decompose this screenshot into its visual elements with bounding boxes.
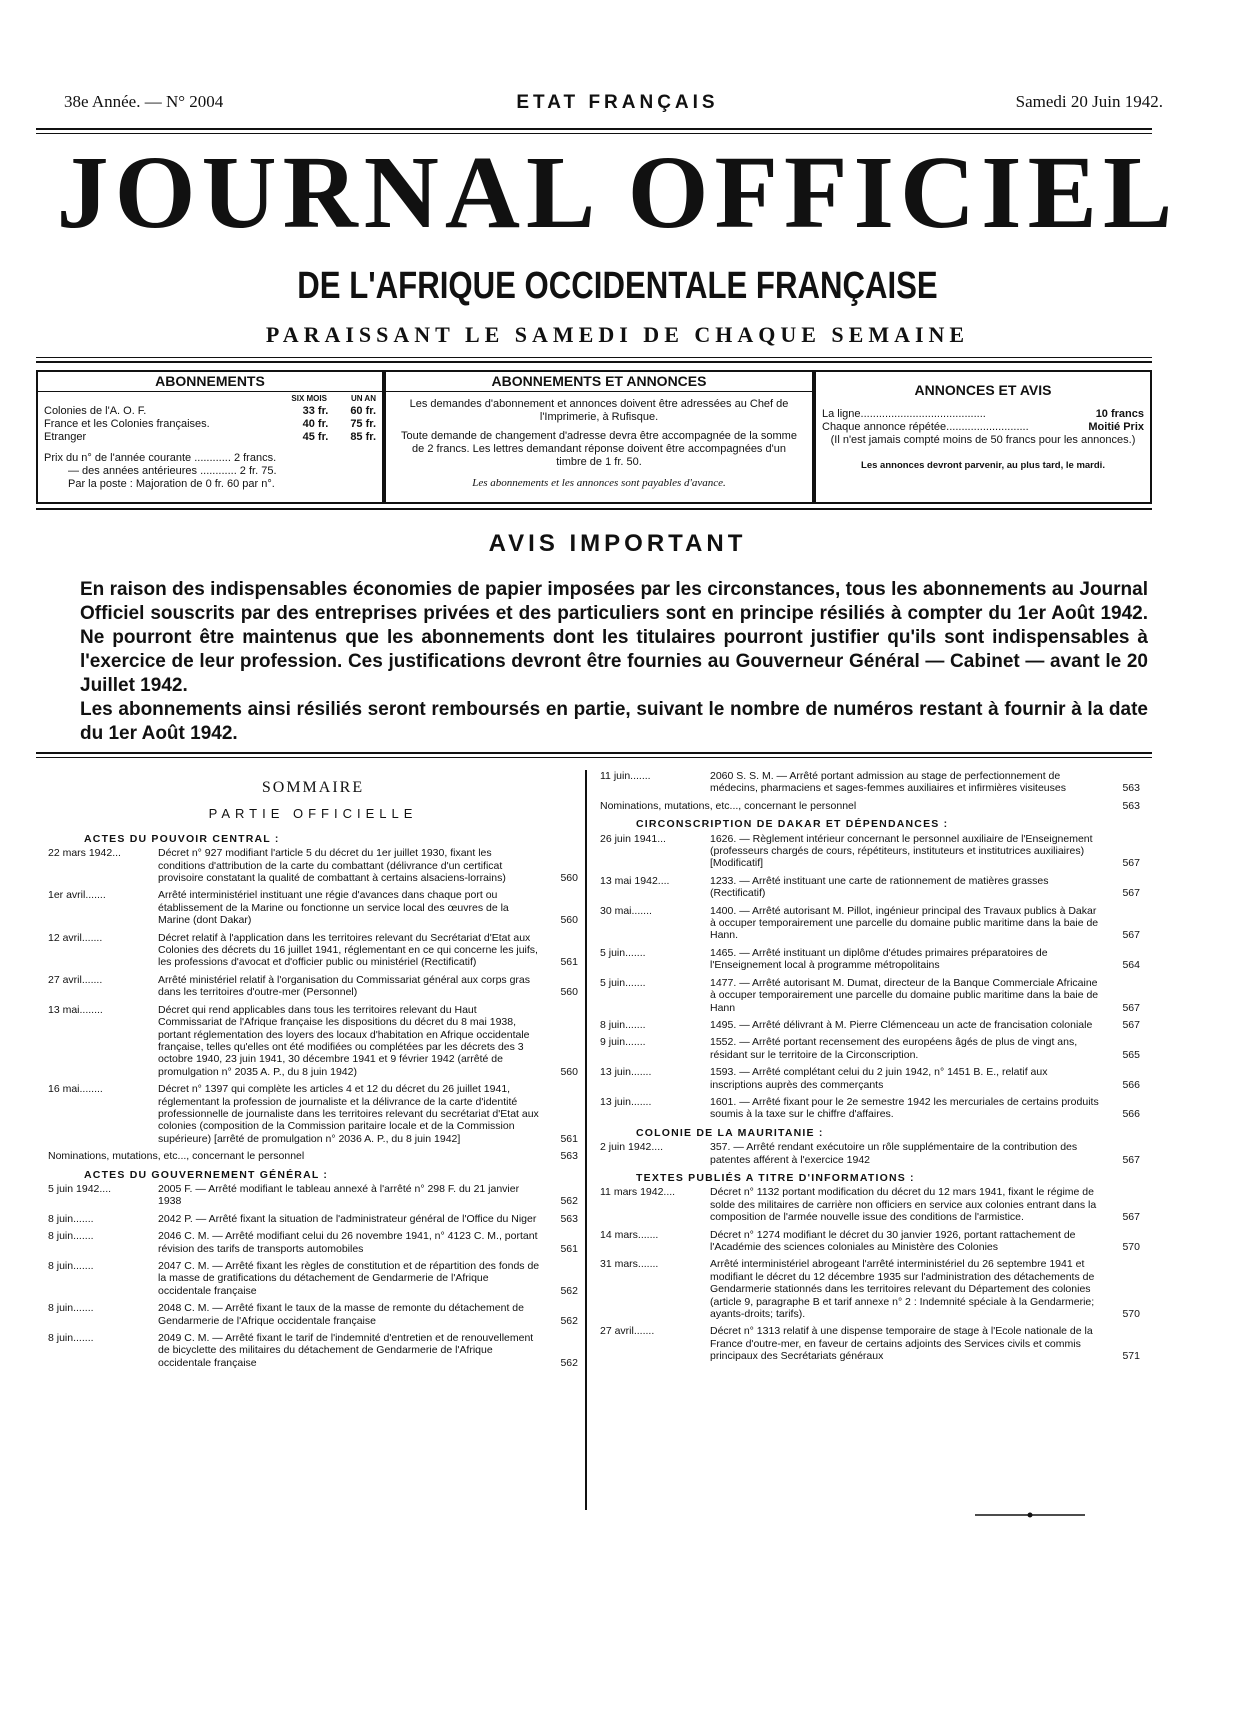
- left-sections: [48, 833, 578, 1369]
- top-rule: [36, 128, 1152, 130]
- entry-text: Décret n° 1313 relatif à une dispense temporaire de stage à l'Ecole nationale de la France d'outre-mer, en faveur de certains adjoints des Services civils et commis principaux des Secrétariats généraux: [710, 1325, 1093, 1363]
- entry-text: 2042 P. — Arrêté fixant la situation de l'administrateur général de l'Office du Niger: [158, 1212, 537, 1225]
- issue-date: Samedi 20 Juin 1942.: [1015, 92, 1163, 111]
- partie-title: PARTIE OFFICIELLE: [208, 806, 418, 822]
- entry-date: 13 juin.......: [600, 1095, 652, 1108]
- abonnement-row: France et les Colonies françaises. 40 fr. 75 fr.: [44, 418, 376, 430]
- annonces-avis-box: [814, 370, 1152, 504]
- abonnements-box: [36, 370, 384, 504]
- tagline-rule-thin: [36, 357, 1152, 358]
- entry-text: Décret n° 927 modifiant l'article 5 du décret du 1er juillet 1930, fixant les conditions d'attribution de la carte du combattant (délivrance d'un certificat provisoire constatant la qualité de combattant à certains alsaciens-lorrains): [158, 847, 506, 885]
- right-top: [600, 770, 1140, 812]
- entry-page: 560: [560, 1065, 578, 1078]
- entry-date: 14 mars.......: [600, 1228, 659, 1241]
- entry-text: 1400. — Arrêté autorisant M. Pillot, ingénieur principal des Travaux publics à Dakar à occuper temporairement une parcelle du domaine public maritime dans la baie de Hann.: [710, 904, 1099, 942]
- entry-page: 562: [560, 1284, 578, 1297]
- entry-date: 16 mai........: [48, 1083, 103, 1096]
- column-divider: [585, 770, 587, 1510]
- entry-page: 567: [1122, 1211, 1140, 1224]
- entry-date: 8 juin.......: [48, 1230, 94, 1243]
- entry-page: 566: [1122, 1108, 1140, 1121]
- plain-page: 563: [1122, 799, 1140, 812]
- entry-text: 1477. — Arrêté autorisant M. Dumat, directeur de la Banque Commerciale Africaine à occuper temporairement une parcelle du domaine public maritime dans la baie de Hann: [710, 976, 1099, 1014]
- entry-page: 563: [560, 1212, 578, 1225]
- entry-text: 2005 F. — Arrêté modifiant le tableau annexé à l'arrêté n° 298 F. du 21 janvier 1938: [158, 1182, 520, 1208]
- entry-date: 13 juin.......: [600, 1066, 652, 1079]
- sommaire-left-column: [48, 770, 578, 1374]
- entry-page: 570: [1122, 1308, 1140, 1321]
- entry-text: 1626. — Règlement intérieur concernant le personnel auxiliaire de l'Enseignement (professeurs chargés de cours, répétiteurs, instituteurs et institutrices auxiliaires) [Modificatif]: [710, 832, 1093, 870]
- entry-page: 571: [1122, 1350, 1140, 1363]
- sommaire-entry: [48, 1183, 578, 1208]
- plain-page: 563: [560, 1150, 578, 1163]
- entry-date: 11 juin.......: [600, 770, 651, 782]
- entry-page: 564: [1122, 959, 1140, 972]
- entry-page: 560: [560, 986, 578, 999]
- entry-page: 567: [1122, 929, 1140, 942]
- sommaire-entry: [48, 847, 578, 884]
- entry-date: 8 juin.......: [48, 1332, 94, 1345]
- section-heading: CIRCONSCRIPTION DE DAKAR ET DÉPENDANCES :: [636, 818, 949, 831]
- entry-date: 8 juin.......: [48, 1212, 94, 1225]
- entry-date: 31 mars.......: [600, 1258, 659, 1271]
- avis-rule-thin: [36, 757, 1152, 758]
- sommaire-entry: [600, 1229, 1140, 1254]
- prix-anterieures: — des années antérieures ............ 2 fr. 75.: [68, 465, 277, 477]
- entry-text: 2047 C. M. — Arrêté fixant les règles de constitution et de répartition des fonds de la masse de gratifications du détachement de Gendarmerie de l'Afrique occidentale française: [158, 1260, 540, 1297]
- entry-date: 11 mars 1942....: [600, 1186, 676, 1199]
- avis-paragraph-1: En raison des indispensables économies de papier imposées par les circonstances, tous les abonnements au Journal Officiel souscrits par des entreprises privées et des particuliers sont en principe résiliés à compter du 1er Août 1942. Ne pourront être maintenus que les abonnements dont les titulaires pourront justifier qu'ils sont indispensables à l'exercice de leur profession. Ces justifications devront être fournies au Gouverneur Général — Cabinet — avant le 20 Juillet 1942.: [80, 579, 1148, 696]
- sommaire-entry: [600, 905, 1140, 942]
- abonnement-row: Etranger 45 fr. 85 fr.: [44, 431, 376, 443]
- end-ornament: [975, 1512, 1085, 1518]
- sommaire-title: SOMMAIRE: [261, 779, 365, 796]
- entry-date: 8 juin.......: [600, 1018, 646, 1031]
- entry-text: 1593. — Arrêté complétant celui du 2 juin 1942, n° 1451 B. E., relatif aux inscriptions auprès des commerçants: [710, 1066, 1048, 1091]
- aa-paragraph-3: Les abonnements et les annonces sont payables d'avance.: [472, 477, 726, 489]
- entry-page: 567: [1122, 1018, 1140, 1031]
- sommaire-entry: [48, 1083, 578, 1145]
- sommaire-entry: [48, 1260, 578, 1297]
- abonnements-heading: ABONNEMENTS: [38, 372, 382, 392]
- entry-date: 9 juin.......: [600, 1036, 646, 1049]
- annonce-repetee: Chaque annonce répétée........................... Moitié Prix: [822, 421, 1144, 433]
- annonce-note: (Il n'est jamais compté moins de 50 francs pour les annonces.): [830, 434, 1136, 446]
- annonce-delai: Les annonces devront parvenir, au plus tard, le mardi.: [861, 460, 1105, 471]
- sommaire-entry: [48, 932, 578, 969]
- entry-page: 560: [560, 914, 578, 927]
- entry-page: 567: [1122, 1001, 1140, 1014]
- entry-text: Décret n° 1397 qui complète les articles 4 et 12 du décret du 26 juillet 1941, réglementant la profession de journaliste et la délivrance de la carte d'identité professionnelle de journaliste dans les territoires relevant du secrétariat d'Etat aux colonies (composition de la Commission paritaire locale et de la Commission supérieure) [arrêté de promulgation n° 2036 A. P., du 8 juin 1942]: [158, 1083, 539, 1145]
- entry-text: 2046 C. M. — Arrêté modifiant celui du 26 novembre 1941, n° 4123 C. M., portant révision des tarifs de transports automobiles: [158, 1230, 538, 1255]
- sommaire-entry: [48, 1004, 578, 1078]
- entry-date: 5 juin 1942....: [48, 1182, 112, 1195]
- entry-page: 563: [1122, 782, 1140, 795]
- entry-date: 5 juin.......: [600, 946, 646, 959]
- entry-page: 560: [560, 872, 578, 885]
- sommaire-plain-entry: [600, 800, 1140, 812]
- sommaire-entry: [600, 1019, 1140, 1031]
- right-sections: [600, 818, 1140, 1362]
- journal-subtitle: DE L'AFRIQUE OCCIDENTALE FRANÇAISE: [297, 265, 938, 307]
- entry-page: 561: [560, 956, 578, 969]
- entry-text: Arrêté interministériel instituant une régie d'avances dans chaque port ou établissement de la Marine ou fonctionne un service local des œuvres de la Marine (dont Dakar): [158, 889, 509, 927]
- sommaire-entry: [600, 977, 1140, 1014]
- sommaire-entry: [600, 1325, 1140, 1362]
- sommaire-entry: [48, 1230, 578, 1255]
- sommaire-entry: [48, 1213, 578, 1225]
- entry-date: 2 juin 1942....: [600, 1141, 664, 1154]
- entry-text: 1465. — Arrêté instituant un diplôme d'études primaires préparatoires de l'Enseignement local à programme métropolitains: [710, 946, 1048, 972]
- entry-page: 562: [560, 1356, 578, 1369]
- section-heading: COLONIE DE LA MAURITANIE :: [636, 1126, 824, 1139]
- entry-page: 562: [560, 1195, 578, 1208]
- sommaire-entry: [48, 889, 578, 926]
- sommaire-entry: [600, 1141, 1140, 1166]
- entry-page: 562: [560, 1314, 578, 1327]
- entry-text: 2060 S. S. M. — Arrêté portant admission au stage de perfectionnement de médecins, pharmaciens et sages-femmes auxiliaires et infirmières visiteuses: [710, 770, 1066, 795]
- entry-date: 12 avril.......: [48, 931, 103, 944]
- entry-text: 1233. — Arrêté instituant une carte de rationnement de matières grasses (Rectificatif): [710, 874, 1049, 900]
- entry-date: 8 juin.......: [48, 1260, 94, 1272]
- avis-paragraph-2: Les abonnements ainsi résiliés seront remboursés en partie, suivant le nombre de numéros restant à fournir à la date du 1er Août 1942.: [80, 699, 1148, 744]
- entry-text: 357. — Arrêté rendant exécutoire un rôle supplémentaire de la contribution des patentes afférent à l'exercice 1942: [710, 1141, 1078, 1166]
- entry-text: Décret qui rend applicables dans tous les territoires relevant du Haut Commissariat de l'Afrique française les dispositions du décret du 8 mai 1938, portant réglementation des loyers des locaux d'habitation en Afrique occidentale française, telles qu'elles ont été modifiées ou complétées par les décrets des 3 octobre 1940, 23 juin 1941, 30 décembre 1941 et 9 février 1942 (arrêté de promulgation n° 2035 A. P., du 8 juin 1942): [158, 1003, 530, 1078]
- entry-page: 566: [1122, 1078, 1140, 1091]
- entry-date: 26 juin 1941...: [600, 832, 666, 845]
- entry-text: 1552. — Arrêté portant recensement des européens âgés de plus de vingt ans, résidant sur le territoire de la Circonscription.: [710, 1036, 1078, 1061]
- sommaire-plain-entry: [48, 1150, 578, 1162]
- abonnements-col-headers: [38, 392, 382, 405]
- entry-text: 2048 C. M. — Arrêté fixant le taux de la masse de remonte du détachement de Gendarmerie de l'Afrique occidentale française: [158, 1302, 524, 1327]
- entry-date: 1er avril.......: [48, 889, 106, 902]
- journal-title: JOURNAL OFFICIEL: [56, 135, 1179, 250]
- state-label: ETAT FRANÇAIS: [516, 92, 719, 113]
- abonnements-annonces-heading: ABONNEMENTS ET ANNONCES: [386, 372, 812, 392]
- entry-text: Décret n° 1132 portant modification du décret du 12 mars 1941, fixant le régime de solde des militaires de carrière non officiers en service aux colonies entrant dans la composition de l'armée nouvelle issue des conditions de l'armistice.: [710, 1186, 1097, 1224]
- aa-paragraph-2: Toute demande de changement d'adresse devra être accompagnée de la somme de 2 francs. Les lettres demandant réponse doivent être accompagnées d'un timbre de 1 fr. 50.: [401, 430, 797, 468]
- section-heading: TEXTES PUBLIÉS A TITRE D'INFORMATIONS :: [636, 1171, 915, 1184]
- col-un-an: UN AN: [350, 394, 376, 403]
- avis-rule: [36, 752, 1152, 754]
- sommaire-entry: [48, 1332, 578, 1369]
- entry-date: 22 mars 1942...: [48, 847, 121, 860]
- sommaire-entry: [600, 947, 1140, 972]
- entry-text: Décret relatif à l'application dans les territoires relevant du Secrétariat d'Etat aux Colonies des décrets du 16 juillet 1941, réglementant en ce qui concerne les juifs, les professions d'avocat et d'officier public ou ministériel (Rectificatif): [158, 931, 538, 969]
- plain-text: Nominations, mutations, etc..., concernant le personnel: [48, 1150, 305, 1163]
- col-six-mois: SIX MOIS: [291, 394, 327, 403]
- issue-number: 38e Année. — N° 2004: [64, 92, 224, 111]
- avis-title: AVIS IMPORTANT: [488, 530, 747, 557]
- entry-page: 567: [1122, 887, 1140, 900]
- top-rule-thin: [36, 133, 1152, 134]
- journal-tagline: PARAISSANT LE SAMEDI DE CHAQUE SEMAINE: [265, 322, 970, 347]
- plain-text: Nominations, mutations, etc..., concernant le personnel: [600, 799, 857, 812]
- entry-date: 30 mai.......: [600, 904, 652, 917]
- sommaire-right-column: [600, 770, 1140, 1368]
- entry-page: 565: [1122, 1048, 1140, 1061]
- entry-date: 27 avril.......: [48, 973, 103, 986]
- entry-page: 567: [1122, 1153, 1140, 1166]
- poste-majoration: Par la poste : Majoration de 0 fr. 60 par n°.: [68, 478, 275, 490]
- sommaire-entry: [600, 1096, 1140, 1121]
- entry-text: Arrêté ministériel relatif à l'organisation du Commissariat général aux corps gras dans les territoires d'outre-mer (Personnel): [158, 973, 530, 999]
- abonnements-annonces-box: [384, 370, 814, 504]
- entry-text: 2049 C. M. — Arrêté fixant le tarif de l'indemnité d'entretien et de renouvellement de bicyclette des militaires du détachement de Gendarmerie de l'Afrique occidentale française: [158, 1332, 534, 1369]
- entry-page: 561: [560, 1132, 578, 1145]
- boxes-rule: [36, 508, 1152, 510]
- sommaire-entry: [600, 1186, 1140, 1223]
- entry-date: 8 juin.......: [48, 1302, 94, 1315]
- tagline-rule: [36, 361, 1152, 363]
- prix-courante: Prix du n° de l'année courante ............ 2 francs.: [44, 452, 277, 464]
- sommaire-entry: [600, 770, 1140, 795]
- sommaire-entry: [600, 1258, 1140, 1320]
- sommaire-entry: [600, 875, 1140, 900]
- entry-date: 13 mai........: [48, 1003, 103, 1016]
- entry-page: 567: [1122, 857, 1140, 870]
- annonce-ligne: La ligne......................................... 10 francs: [822, 408, 1144, 420]
- sommaire-entry: [48, 974, 578, 999]
- abonnement-row: Colonies de l'A. O. F. 33 fr. 60 fr.: [44, 405, 376, 417]
- entry-page: 561: [560, 1242, 578, 1255]
- entry-text: 1495. — Arrêté délivrant à M. Pierre Clémenceau un acte de francisation coloniale: [710, 1018, 1093, 1031]
- entry-date: 5 juin.......: [600, 976, 646, 989]
- entry-text: Décret n° 1274 modifiant le décret du 30 janvier 1926, portant rattachement de l'Académie des sciences coloniales au Ministère des Colonies: [710, 1228, 1076, 1253]
- annonces-avis-heading: ANNONCES ET AVIS: [914, 382, 1052, 398]
- section-heading: ACTES DU POUVOIR CENTRAL :: [84, 832, 280, 845]
- entry-date: 13 mai 1942....: [600, 874, 670, 887]
- avis-body: [80, 578, 1148, 746]
- aa-paragraph-1: Les demandes d'abonnement et annonces doivent être adressées au Chef de l'Imprimerie, à Rufisque.: [409, 398, 789, 423]
- entry-page: 570: [1122, 1241, 1140, 1253]
- entry-text: 1601. — Arrêté fixant pour le 2e semestre 1942 les mercuriales de certains produits soumis à la taxe sur le chiffre d'affaires.: [710, 1095, 1099, 1121]
- sommaire-entry: [600, 1036, 1140, 1061]
- entry-date: 27 avril.......: [600, 1325, 655, 1338]
- section-heading: ACTES DU GOUVERNEMENT GÉNÉRAL :: [84, 1168, 329, 1181]
- entry-text: Arrêté interministériel abrogeant l'arrêté interministériel du 26 septembre 1941 et modifiant le décret du 12 décembre 1935 sur l'administration des détachements de Gendarmerie stationnés dans les territoires relevant du Département des colonies (article 9, paragraphe B et tarif annexe n° 2 : Indemnité spéciale à la Gendarmerie; ayants-droits; tarifs).: [710, 1258, 1095, 1321]
- sommaire-entry: [600, 833, 1140, 870]
- sommaire-entry: [48, 1302, 578, 1327]
- sommaire-entry: [600, 1066, 1140, 1091]
